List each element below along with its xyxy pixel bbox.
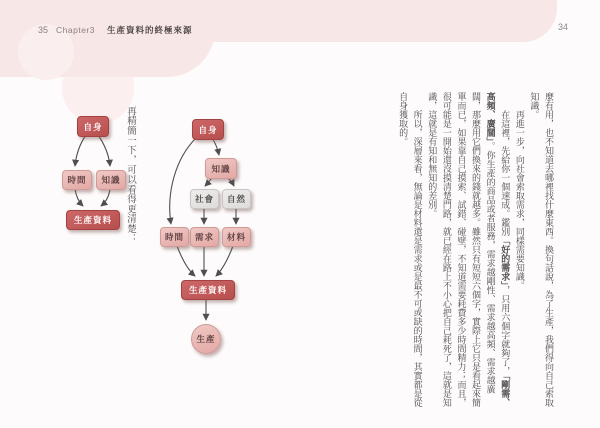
chapter-label: Chapter3 xyxy=(56,25,95,35)
large-node-materials: 材料 xyxy=(222,227,251,247)
running-header xyxy=(38,24,193,36)
small-node-self: 自身 xyxy=(77,116,109,137)
large-node-knowledge: 知識 xyxy=(205,158,237,179)
body-text-segment-bold: 「剛需、高頻、廣闊」 xyxy=(485,92,511,407)
large-node-society: 社會 xyxy=(190,189,219,209)
large-node-production-materials: 生產資料 xyxy=(181,280,235,300)
diagram-caption: 再精簡一下，可以看得更清楚： xyxy=(125,106,135,244)
body-text-segment: 所以，深層來看，無論是材料還是需求或是最不可或缺的時間，其實都是從自身獲取的。 xyxy=(398,92,423,407)
body-text xyxy=(384,92,556,408)
small-node-knowledge: 知識 xyxy=(96,170,126,190)
right-page-number: 34 xyxy=(558,22,569,32)
small-node-time: 時間 xyxy=(62,170,92,190)
body-text-segment: 麼有用，也不知道去哪裡找什麼東西。換句話說，為了生產，我們得向自己索取知識。 xyxy=(529,92,554,407)
body-paragraph xyxy=(512,92,527,408)
body-text-segment-bold: 「好的需求」 xyxy=(500,236,511,286)
body-text-segment: 再進一步，向社會索取需求，同樣需要知識。 xyxy=(514,110,525,290)
small-node-production-materials: 生產資料 xyxy=(66,210,120,230)
chapter-title: 生產資料的終極來源 xyxy=(106,25,193,35)
body-paragraph xyxy=(395,92,424,408)
left-page-number: 35 xyxy=(38,25,49,35)
body-text-segment: 。你生產的商品或者服務，需求越剛性、需求越高頻、需求越廣闊，那麼用它們換來的錢就越多。雖然只有短短六個字，實際上它只是看起來簡單而已，如果靠自己摸索、試錯、碰壁，不知道需要耗費多少時間精力；而且，很可能是一開始還沒摸清楚門路，就已經在路上不小心把自己耗死了，這就是知識，這就是有知和無知的差別。 xyxy=(427,92,496,407)
large-node-production: 生產 xyxy=(191,324,221,354)
large-node-demand: 需求 xyxy=(190,227,219,247)
large-node-time: 時間 xyxy=(160,227,189,247)
large-node-nature: 自然 xyxy=(222,189,251,209)
body-text-segment: 在這裡，先給你一個速成。鑑別 xyxy=(500,110,511,236)
body-paragraph xyxy=(425,92,513,408)
large-node-self: 自身 xyxy=(192,119,224,140)
body-paragraph xyxy=(527,92,556,408)
body-text-segment: ，只用六個字就夠了， xyxy=(500,285,511,376)
